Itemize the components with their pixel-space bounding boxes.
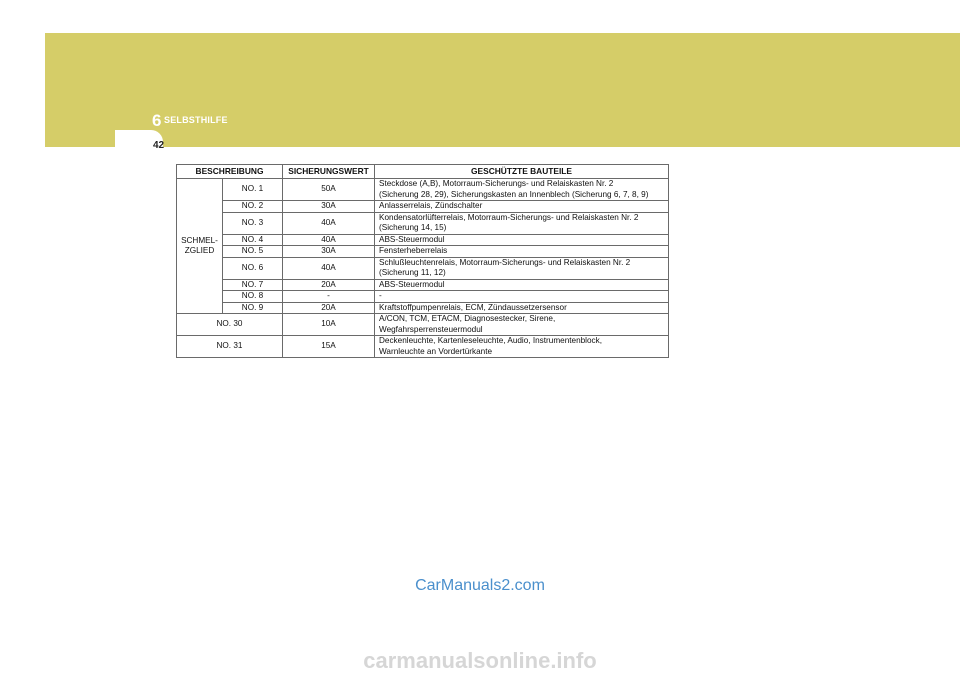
chapter-header-band xyxy=(45,33,960,147)
footer-watermark: carmanualsonline.info xyxy=(363,648,597,673)
header-description: BESCHREIBUNG xyxy=(177,165,283,179)
fuse-number: NO. 6 xyxy=(223,257,283,279)
group-label-line: ZGLIED xyxy=(184,246,215,255)
fuse-number: NO. 8 xyxy=(223,291,283,303)
component-line: Deckenleuchte, Kartenleseleuchte, Audio, Instrumentenblock, xyxy=(379,336,603,345)
protected-components: - xyxy=(375,291,669,303)
table-row xyxy=(177,179,669,201)
fuse-group-label xyxy=(177,179,223,314)
site-watermark: CarManuals2.com xyxy=(415,577,545,594)
table-row xyxy=(177,201,669,213)
protected-components: Anlasserrelais, Zündschalter xyxy=(375,201,669,213)
fuse-number: NO. 7 xyxy=(223,279,283,291)
header-fuse-value: SICHERUNGSWERT xyxy=(283,165,375,179)
fuse-value: - xyxy=(283,291,375,303)
component-line: Kondensatorlüfterrelais, Motorraum-Sicherungs- und Relaiskasten Nr. 2 xyxy=(379,212,639,222)
fuse-number: NO. 2 xyxy=(223,201,283,213)
fuse-value: 40A xyxy=(283,257,375,279)
protected-components: ABS-Steuermodul xyxy=(375,279,669,291)
protected-components xyxy=(375,314,669,336)
component-line: Warnleuchte an Vordertürkante xyxy=(379,346,493,356)
fuse-value: 10A xyxy=(283,314,375,336)
protected-components xyxy=(375,336,669,358)
component-line: Schlußleuchtenrelais, Motorraum-Sicherungs- und Relaiskasten Nr. 2 xyxy=(379,257,631,267)
table-row xyxy=(177,212,669,234)
protected-components: ABS-Steuermodul xyxy=(375,234,669,246)
component-line: (Sicherung 28, 29), Sicherungskasten an Innenblech (Sicherung 6, 7, 8, 9) xyxy=(379,189,649,199)
fuse-value: 30A xyxy=(283,201,375,213)
chapter-title: SELBSTHILFE xyxy=(164,115,228,125)
fuse-table xyxy=(176,164,669,358)
protected-components xyxy=(375,179,669,201)
table-row xyxy=(177,234,669,246)
group-label-line: SCHMEL- xyxy=(181,235,218,245)
fuse-number: NO. 5 xyxy=(223,246,283,258)
table-row xyxy=(177,257,669,279)
chapter-number: 6 xyxy=(152,111,162,130)
fuse-value: 20A xyxy=(283,279,375,291)
table-row xyxy=(177,302,669,314)
fuse-number: NO. 4 xyxy=(223,234,283,246)
component-line: A/CON, TCM, ETACM, Diagnosestecker, Sirene, xyxy=(379,314,556,323)
component-line: Steckdose (A,B), Motorraum-Sicherungs- und Relaiskasten Nr. 2 xyxy=(379,179,614,188)
protected-components xyxy=(375,257,669,279)
table-row xyxy=(177,314,669,336)
component-line: (Sicherung 11, 12) xyxy=(379,268,446,277)
fuse-value: 40A xyxy=(283,212,375,234)
fuse-number: NO. 31 xyxy=(177,336,283,358)
fuse-value: 20A xyxy=(283,302,375,314)
fuse-value: 15A xyxy=(283,336,375,358)
page-number: 42 xyxy=(153,140,165,151)
fuse-number: NO. 1 xyxy=(223,179,283,201)
table-header-row xyxy=(177,165,669,179)
table-row xyxy=(177,336,669,358)
table-row xyxy=(177,246,669,258)
fuse-number: NO. 3 xyxy=(223,212,283,234)
fuse-value: 40A xyxy=(283,234,375,246)
fuse-value: 50A xyxy=(283,179,375,201)
table-row xyxy=(177,291,669,303)
fuse-number: NO. 9 xyxy=(223,302,283,314)
component-line: (Sicherung 14, 15) xyxy=(379,223,447,232)
protected-components: Fensterheberrelais xyxy=(375,246,669,258)
table-row xyxy=(177,279,669,291)
protected-components: Kraftstoffpumpenrelais, ECM, Zündaussetzersensor xyxy=(375,302,669,314)
header-protected-components: GESCHÜTZTE BAUTEILE xyxy=(375,165,669,179)
component-line: Wegfahrsperrensteuermodul xyxy=(379,324,483,334)
fuse-number: NO. 30 xyxy=(177,314,283,336)
protected-components xyxy=(375,212,669,234)
fuse-value: 30A xyxy=(283,246,375,258)
